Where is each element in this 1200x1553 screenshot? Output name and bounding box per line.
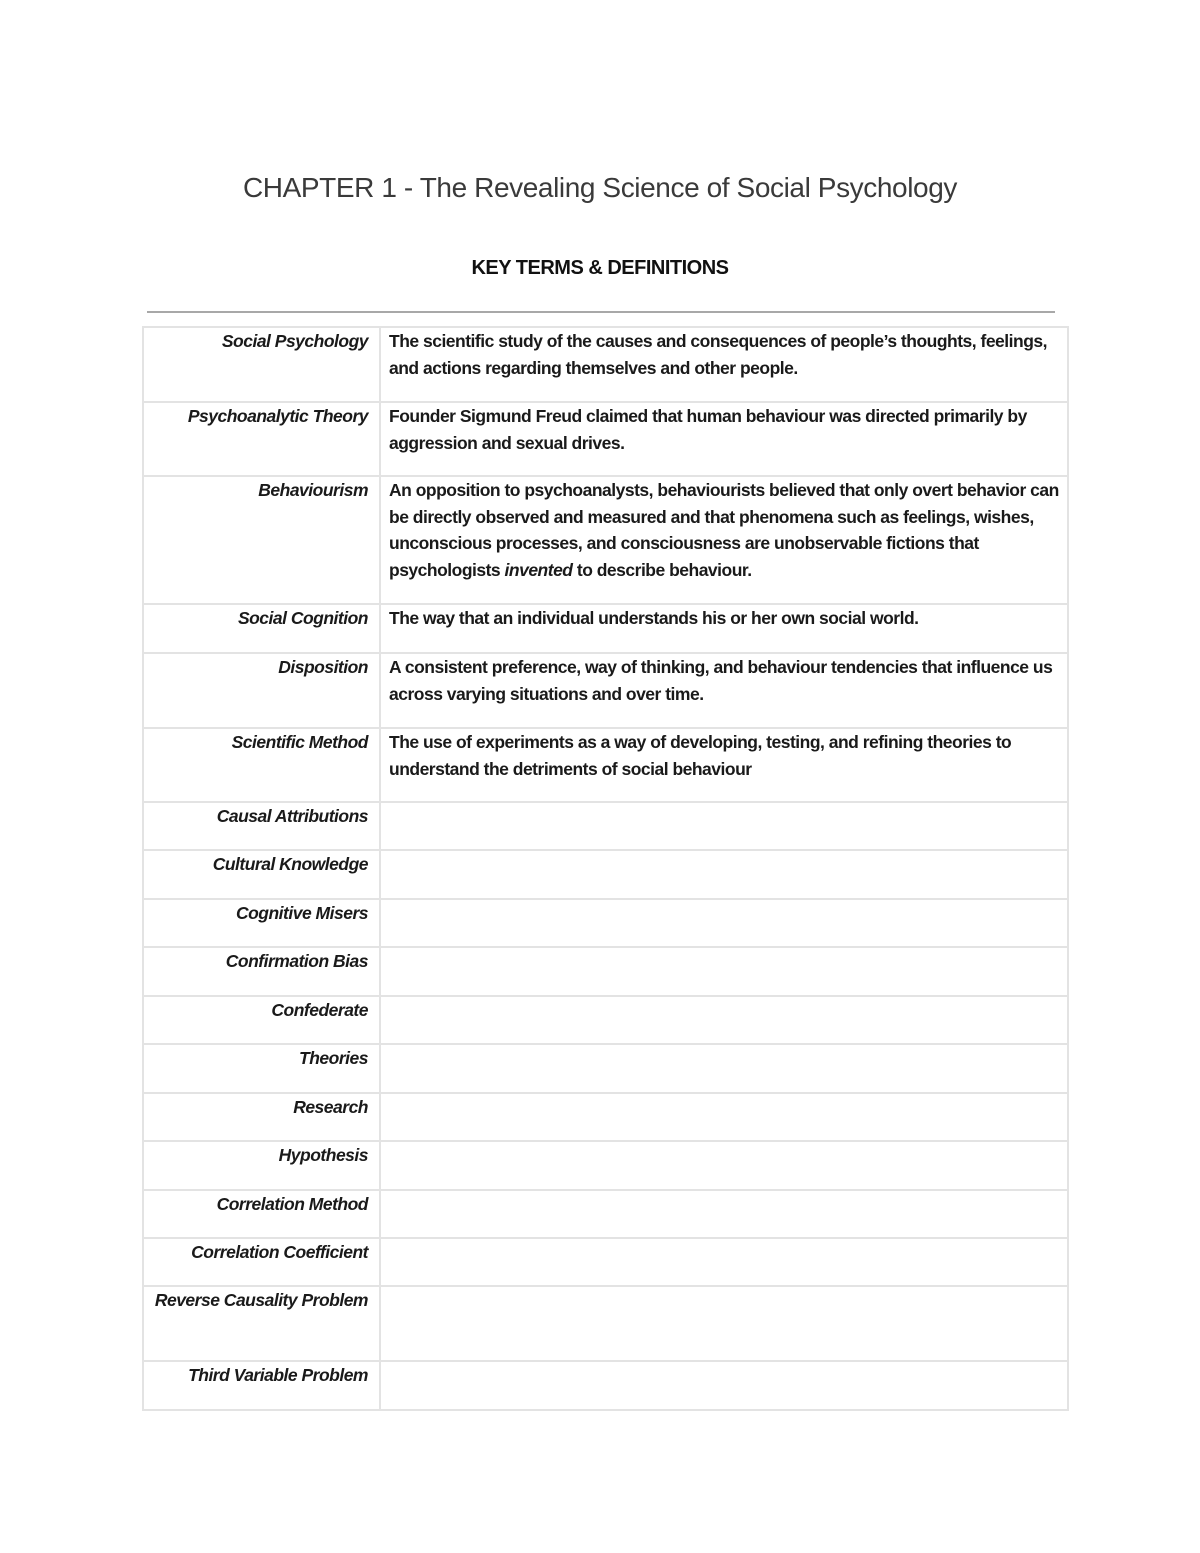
page-title: CHAPTER 1 - The Revealing Science of Social Psychology bbox=[242, 172, 957, 203]
term-cell: Behaviourism bbox=[143, 476, 380, 604]
definition-cell bbox=[380, 1190, 1068, 1238]
definition-cell bbox=[380, 1141, 1068, 1190]
term-cell: Theories bbox=[143, 1044, 380, 1093]
term-cell: Correlation Coefficient bbox=[143, 1238, 380, 1286]
term-cell: Reverse Causality Problem bbox=[143, 1286, 380, 1361]
key-terms-table bbox=[142, 326, 1069, 1411]
table-row bbox=[143, 1238, 1068, 1286]
table-row bbox=[143, 1190, 1068, 1238]
table-row bbox=[143, 1361, 1068, 1410]
table-row bbox=[143, 1286, 1068, 1361]
term-cell: Confirmation Bias bbox=[143, 947, 380, 996]
table-row bbox=[143, 476, 1068, 604]
definition-cell bbox=[380, 996, 1068, 1044]
definition-cell bbox=[380, 1286, 1068, 1361]
horizontal-divider bbox=[147, 311, 1055, 313]
table-row bbox=[143, 327, 1068, 402]
table-row bbox=[143, 802, 1068, 850]
term-cell: Cultural Knowledge bbox=[143, 850, 380, 899]
definition-cell bbox=[380, 1238, 1068, 1286]
term-cell: Correlation Method bbox=[143, 1190, 380, 1238]
term-cell: Psychoanalytic Theory bbox=[143, 402, 380, 476]
definition-emphasis: invented bbox=[504, 559, 573, 580]
term-cell: Social Cognition bbox=[143, 604, 380, 653]
definition-cell: Founder Sigmund Freud claimed that human behaviour was directed primarily by aggression and sexual drives. bbox=[380, 402, 1068, 476]
section-heading: KEY TERMS & DEFINITIONS bbox=[471, 257, 729, 279]
definition-cell: The way that an individual understands his or her own social world. bbox=[380, 604, 1068, 653]
term-cell: Hypothesis bbox=[143, 1141, 380, 1190]
definition-cell bbox=[380, 1044, 1068, 1093]
term-cell: Confederate bbox=[143, 996, 380, 1044]
definition-text: An opposition to psychoanalysts, behaviourists believed that only overt behavior can be directly observed and measured and that phenomena such as feelings, wishes, unconscious processes, and consciousness are unobservable fictions that psychologists bbox=[389, 480, 1059, 580]
definition-cell bbox=[380, 802, 1068, 850]
term-cell: Social Psychology bbox=[143, 327, 380, 402]
table-row bbox=[143, 402, 1068, 476]
definition-cell: The scientific study of the causes and consequences of people’s thoughts, feelings, and actions regarding themselves and other people. bbox=[380, 327, 1068, 402]
definition-cell bbox=[380, 1361, 1068, 1410]
table-row bbox=[143, 1093, 1068, 1141]
table-row bbox=[143, 1044, 1068, 1093]
table-row bbox=[143, 850, 1068, 899]
table-row bbox=[143, 604, 1068, 653]
definition-cell: A consistent preference, way of thinking, and behaviour tendencies that influence us across varying situations and over time. bbox=[380, 653, 1068, 728]
term-cell: Third Variable Problem bbox=[143, 1361, 380, 1410]
definition-cell bbox=[380, 850, 1068, 899]
table-row bbox=[143, 728, 1068, 802]
table-row bbox=[143, 947, 1068, 996]
term-cell: Cognitive Misers bbox=[143, 899, 380, 947]
definition-text: to describe behaviour. bbox=[572, 559, 752, 580]
definition-cell: The use of experiments as a way of developing, testing, and refining theories to understand the detriments of social behaviour bbox=[380, 728, 1068, 802]
term-cell: Scientific Method bbox=[143, 728, 380, 802]
definition-cell bbox=[380, 476, 1068, 604]
table-row bbox=[143, 899, 1068, 947]
table-row bbox=[143, 653, 1068, 728]
table-row bbox=[143, 996, 1068, 1044]
term-cell: Causal Attributions bbox=[143, 802, 380, 850]
definition-cell bbox=[380, 899, 1068, 947]
term-cell: Research bbox=[143, 1093, 380, 1141]
term-cell: Disposition bbox=[143, 653, 380, 728]
definition-cell bbox=[380, 1093, 1068, 1141]
table-row bbox=[143, 1141, 1068, 1190]
definition-cell bbox=[380, 947, 1068, 996]
